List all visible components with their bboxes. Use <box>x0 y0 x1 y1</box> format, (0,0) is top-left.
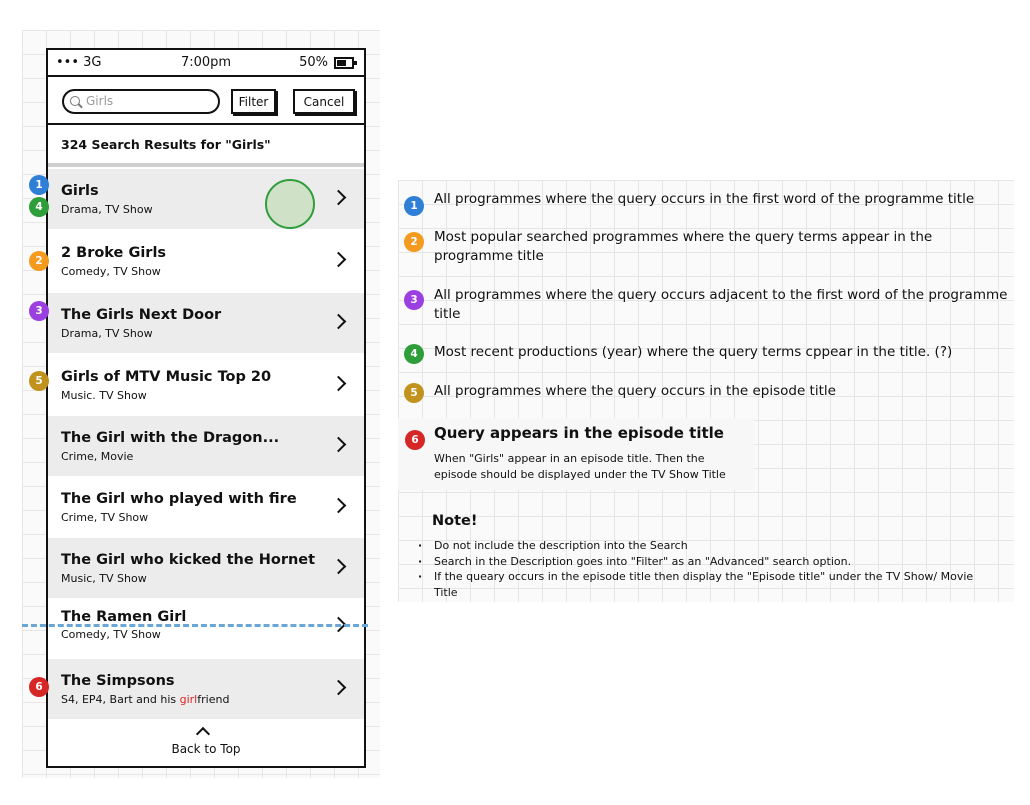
note-marker: 1 <box>404 196 424 216</box>
chevron-right-icon[interactable] <box>331 437 347 453</box>
result-title: The Ramen Girl <box>61 609 187 625</box>
result-row-girl-played-fire[interactable] <box>48 477 364 538</box>
signal-indicator: ••• 3G <box>56 55 102 70</box>
result-row-girl-with-dragon[interactable] <box>48 416 364 477</box>
result-subtitle: Music. TV Show <box>61 389 147 402</box>
result-title: Girls <box>61 183 99 199</box>
note-text: All programmes where the query occurs in the first word of the programme title <box>434 191 975 207</box>
marker-2: 2 <box>29 251 49 271</box>
marker-3: 3 <box>29 301 49 321</box>
result-title: The Girl with the Dragon... <box>61 430 280 446</box>
note-text: Most recent productions (year) where the query terms cppear in the title. (?) <box>434 344 953 360</box>
marker-4: 4 <box>29 197 49 217</box>
chevron-right-icon[interactable] <box>331 680 347 696</box>
result-subtitle: Comedy, TV Show <box>61 265 161 278</box>
search-query: Girls <box>86 94 114 108</box>
result-row-simpsons[interactable] <box>48 659 364 720</box>
result-title: The Girl who kicked the Hornet <box>61 552 316 568</box>
search-icon <box>70 96 80 106</box>
note-marker: 4 <box>404 344 424 364</box>
chevron-right-icon[interactable] <box>331 190 347 206</box>
result-subtitle: Drama, TV Show <box>61 203 153 216</box>
note-heading: Note! <box>432 513 478 529</box>
note-list-item: · Search in the Description goes into "Filter" as an "Advanced" search option. <box>418 554 998 570</box>
chevron-right-icon[interactable] <box>331 498 347 514</box>
battery-icon <box>334 57 354 69</box>
chevron-right-icon[interactable] <box>331 376 347 392</box>
subtitle-prefix: S4, EP4, Bart and his <box>61 693 180 706</box>
phone-frame <box>46 48 366 768</box>
note-6-body: When "Girls" appear in an episode title. Then the episode should be displayed under the TV Show Title <box>434 452 726 481</box>
chevron-right-icon[interactable] <box>331 252 347 268</box>
result-title: The Girls Next Door <box>61 307 222 323</box>
search-bar <box>48 77 364 125</box>
back-to-top-button[interactable] <box>48 720 364 768</box>
note-text: All programmes where the query occurs adjacent to the first word of the programme title <box>434 287 1008 322</box>
result-row-girls-next-door[interactable] <box>48 293 364 354</box>
result-title: The Girl who played with fire <box>61 491 297 507</box>
note-list <box>418 538 998 600</box>
marker-6: 6 <box>29 677 49 697</box>
note-marker: 2 <box>404 232 424 252</box>
filter-button[interactable]: Filter <box>231 89 276 114</box>
results-count: 324 Search Results for "Girls" <box>48 125 364 167</box>
result-subtitle <box>61 693 229 706</box>
result-title: Girls of MTV Music Top 20 <box>61 369 272 385</box>
note-6-title: Query appears in the episode title <box>434 424 724 442</box>
result-subtitle: Music, TV Show <box>61 572 147 585</box>
back-to-top-label: Back to Top <box>171 742 241 756</box>
result-subtitle: Crime, TV Show <box>61 511 149 524</box>
result-row-girls-of-mtv[interactable] <box>48 355 364 416</box>
result-title: 2 Broke Girls <box>61 245 167 261</box>
tap-indicator <box>265 179 315 229</box>
marker-5: 5 <box>29 371 49 391</box>
note-6-marker: 6 <box>405 430 425 450</box>
chevron-up-icon <box>196 727 210 741</box>
result-row-2-broke-girls[interactable] <box>48 231 364 292</box>
result-row-girls[interactable] <box>48 169 364 230</box>
marker-1: 1 <box>29 175 49 195</box>
note-marker: 5 <box>404 383 424 403</box>
result-row-girl-kicked-hornet[interactable] <box>48 538 364 599</box>
query-highlight: girl <box>179 693 198 706</box>
result-subtitle: Drama, TV Show <box>61 327 153 340</box>
note-marker: 3 <box>404 290 424 310</box>
subtitle-suffix: friend <box>197 693 230 706</box>
fold-line <box>22 624 368 627</box>
result-subtitle: Comedy, TV Show <box>61 628 161 641</box>
clock: 7:00pm <box>180 55 232 70</box>
search-input[interactable] <box>62 89 220 114</box>
status-bar <box>48 50 364 77</box>
cancel-button[interactable]: Cancel <box>293 89 355 114</box>
note-text: All programmes where the query occurs in the episode title <box>434 383 836 399</box>
battery-level: 50% <box>299 55 328 70</box>
chevron-right-icon[interactable] <box>331 314 347 330</box>
result-title: The Simpsons <box>61 673 175 689</box>
result-subtitle: Crime, Movie <box>61 450 134 463</box>
note-list-item: · If the queary occurs in the episode title then display the "Episode title" under the TV Show/ Movie Title <box>418 569 998 600</box>
note-list-item: · Do not include the description into the Search <box>418 538 998 554</box>
note-text: Most popular searched programmes where the query terms appear in the programme title <box>434 229 933 264</box>
result-row-ramen-girl[interactable] <box>48 599 364 660</box>
chevron-right-icon[interactable] <box>331 559 347 575</box>
